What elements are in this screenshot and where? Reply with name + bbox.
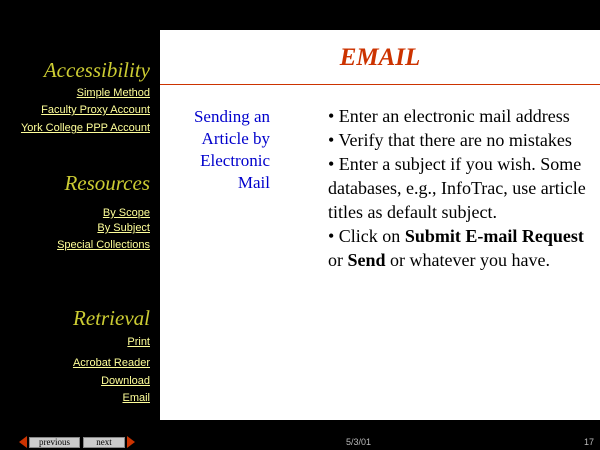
title-divider [160,84,600,85]
sidebar [0,30,160,420]
bullet-text: or whatever you have. [385,250,550,270]
side-label [164,106,270,194]
next-button[interactable]: next [83,437,125,448]
previous-button[interactable]: previous [29,437,80,448]
bullet-item: • Verify that there are no mistakes [328,130,572,150]
accessibility-heading: Accessibility [43,58,150,82]
side-label-line: Mail [237,173,270,192]
link-email[interactable]: Email [122,392,150,404]
bullet-bold-text: Send [347,250,386,270]
side-label-line: Electronic [200,151,270,170]
bullet-item: • Enter an electronic mail address [328,106,570,126]
link-simple-method[interactable]: Simple Method [76,87,150,99]
link-faculty-proxy-account[interactable]: Faculty Proxy Account [41,104,150,116]
link-by-scope[interactable]: By Scope [102,207,150,219]
bullet-text: or [328,250,348,270]
resources-heading: Resources [64,171,150,195]
bullet-item: • Enter a subject if you wish. Some databases, e.g., InfoTrac, use article titles as default subject. [328,154,586,222]
link-york-college-ppp-account[interactable]: York College PPP Account [20,122,150,134]
page-number: 17 [583,437,594,447]
footer-bar [0,436,600,450]
slide-content [160,30,600,420]
bullet-bold-text: Submit E-mail Request [404,226,584,246]
slide-title: EMAIL [339,44,421,71]
bullet-text: • Click on [328,226,405,246]
link-by-subject[interactable]: By Subject [97,222,150,234]
link-special-collections[interactable]: Special Collections [57,239,150,251]
side-label-line: Article by [201,129,270,148]
next-arrow-icon[interactable] [127,436,135,448]
retrieval-heading: Retrieval [73,306,150,330]
side-label-line: Sending an [193,107,270,126]
footer-date: 5/3/01 [346,437,372,447]
bullet-list [328,104,590,272]
link-print[interactable]: Print [127,336,150,348]
previous-arrow-icon[interactable] [19,436,27,448]
link-download[interactable]: Download [101,375,150,387]
link-acrobat-reader[interactable]: Acrobat Reader [72,357,150,369]
bullet-item [328,224,590,272]
